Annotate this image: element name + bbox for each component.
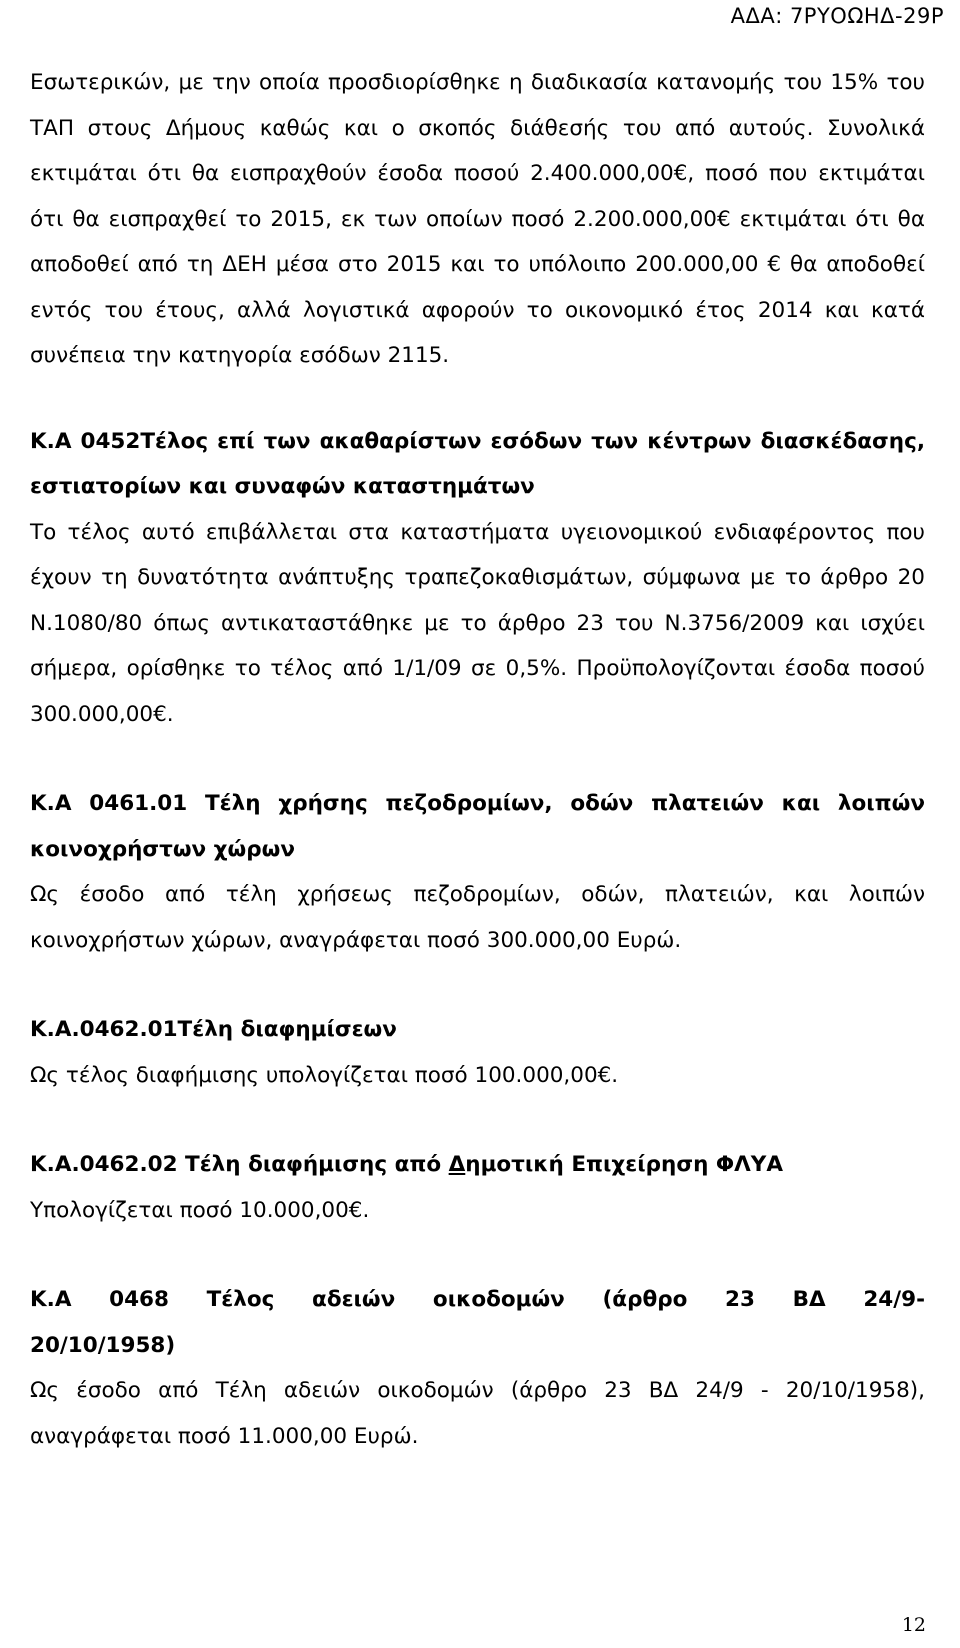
heading-text-part: Κ.Α.0462.02 Τέλη διαφήμισης από xyxy=(30,1152,449,1177)
section-heading-0468 xyxy=(30,1277,925,1368)
spacer xyxy=(30,1233,925,1277)
section-heading-0461-01: Κ.Α 0461.01 Τέλη χρήσης πεζοδρομίων, οδών πλατειών και λοιπών κοινοχρήστων χώρων xyxy=(30,791,925,862)
document-body xyxy=(30,60,925,1459)
heading-underlined-letter: Δ xyxy=(448,1152,466,1177)
page-number: 12 xyxy=(901,1614,926,1636)
spacer xyxy=(30,963,925,1007)
section-heading-0452: Κ.Α 0452Τέλος επί των ακαθαρίστων εσόδων των κέντρων διασκέδασης, εστιατορίων και συναφών καταστημάτων xyxy=(30,428,925,499)
section-body-0468: Ως έσοδο από Τέλη αδειών οικοδομών (άρθρο 23 ΒΔ 24/9 - 20/10/1958), αναγράφεται ποσό 11.000,00 Ευρώ. xyxy=(30,1378,925,1449)
section-body-0461-01: Ως έσοδο από τέλη χρήσεως πεζοδρομίων, οδών, πλατειών, και λοιπών κοινοχρήστων χώρων, αναγράφεται ποσό 300.000,00 Ευρώ. xyxy=(30,882,925,953)
section-heading-0462-02 xyxy=(30,1142,925,1188)
section-body-0452: Το τέλος αυτό επιβάλλεται στα καταστήματα υγειονομικού ενδιαφέροντος που έχουν τη δυνατότητα ανάπτυξης τραπεζοκαθισμάτων, σύμφωνα με το άρθρο 20 Ν.1080/80 όπως αντικαταστάθηκε με το άρθρο 23 του Ν.3756/2009 και ισχύει σήμερα, ορίσθηκε το τέλος από 1/1/09 σε 0,5%. Προϋπολογίζονται έσοδα ποσού 300.000,00€. xyxy=(30,519,925,727)
heading-line-1: Κ.Α 0468 Τέλος αδειών οικοδομών (άρθρο 23 ΒΔ 24/9- xyxy=(30,1287,925,1312)
heading-text-part: ημοτική Επιχείρηση ΦΛΥΑ xyxy=(465,1152,783,1177)
spacer xyxy=(30,1098,925,1142)
heading-line-2: 20/10/1958) xyxy=(30,1332,176,1358)
ada-code: ΑΔΑ: 7ΡΥΟΩΗΔ-29Ρ xyxy=(730,4,944,28)
spacer xyxy=(30,379,925,419)
intro-paragraph: Εσωτερικών, με την οποία προσδιορίσθηκε η διαδικασία κατανομής του 15% του ΤΑΠ στους Δήμους καθώς και ο σκοπός διάθεσής του από αυτούς. Συνολικά εκτιμάται ότι θα εισπραχθούν έσοδα ποσού 2.400.000,00€, ποσό που εκτιμάται ότι θα εισπραχθεί το 2015, εκ των οποίων ποσό 2.200.000,00€ εκτιμάται ότι θα αποδοθεί από τη ΔΕΗ μέσα στο 2015 και το υπόλοιπο 200.000,00 € θα αποδοθεί εντός του έτους, αλλά λογιστικά αφορούν το οικονομικό έτος 2014 και κατά συνέπεια την κατηγορία εσόδων 2115. xyxy=(30,70,925,368)
section-body-0462-02: Υπολογίζεται ποσό 10.000,00€. xyxy=(30,1197,370,1223)
section-heading-0462-01: Κ.Α.0462.01Τέλη διαφημίσεων xyxy=(30,1017,397,1042)
section-body-0462-01: Ως τέλος διαφήμισης υπολογίζεται ποσό 100.000,00€. xyxy=(30,1062,619,1088)
spacer xyxy=(30,737,925,781)
